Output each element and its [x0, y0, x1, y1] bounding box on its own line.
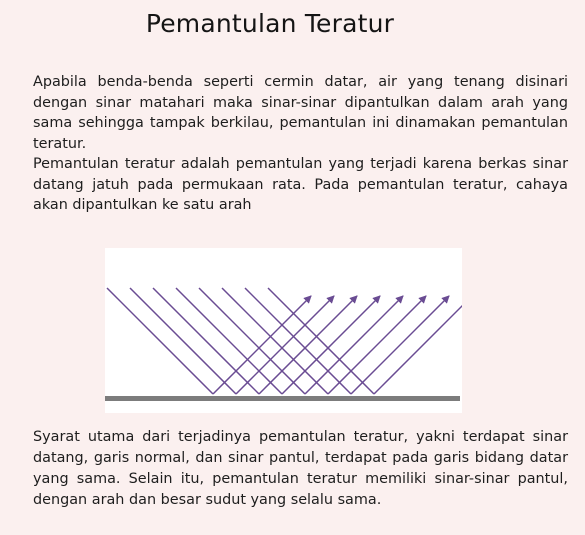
reflection-diagram-svg	[105, 248, 462, 413]
flat-surface	[105, 396, 460, 401]
incident-ray	[107, 288, 213, 394]
incident-ray	[130, 288, 236, 394]
paragraph-definition: Pemantulan teratur adalah pemantulan yang terjadi karena berkas sinar datang jatuh pada permukaan rata. Pada pemantulan teratur, cahaya akan dipantulkan ke satu arah	[33, 156, 568, 213]
intro-text	[33, 72, 568, 216]
paragraph-conditions: Syarat utama dari terjadinya pemantulan teratur, yakni terdapat sinar datang, garis normal, dan sinar pantul, terdapat pada garis bidang datar yang sama. Selain itu, pemantulan teratur memiliki sinar-sinar pantul, dengan arah dan besar sudut yang selalu sama.	[33, 429, 568, 508]
regular-reflection-diagram	[105, 248, 462, 413]
page-title: Pemantulan Teratur	[145, 9, 395, 38]
reflected-ray	[374, 296, 462, 394]
incident-ray	[153, 288, 259, 394]
paragraph-definition-example: Apabila benda-benda seperti cermin datar, air yang tenang disinari dengan sinar matahari maka sinar-sinar dipantulkan dalam arah yang sama sehingga tampak berkilau, pemantulan ini dinamakan pemantulan teratur.	[33, 74, 568, 152]
